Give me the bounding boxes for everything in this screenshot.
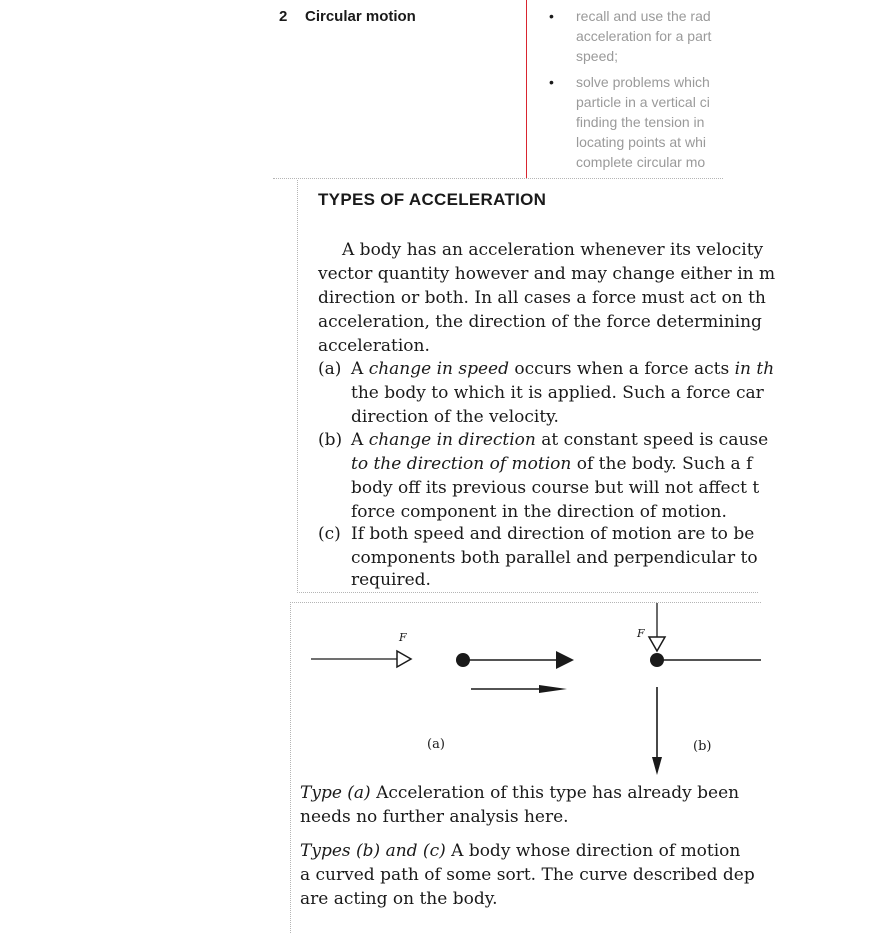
caption-line: Type (a) Acceleration of this type has already been: [300, 783, 740, 803]
objective-line: speed;: [576, 48, 619, 64]
item-marker: (c): [318, 524, 341, 544]
velocity-arrowhead-a: [556, 651, 574, 669]
caption-line: are acting on the body.: [300, 889, 498, 909]
item-line: A change in speed occurs when a force acts in th: [351, 359, 775, 379]
intro-line: A body has an acceleration whenever its velocity: [342, 240, 764, 260]
objective-line: recall and use the rad: [576, 8, 711, 24]
figure-label-b: (b): [693, 739, 712, 754]
item-line: required.: [351, 570, 431, 590]
caption-line: Types (b) and (c) A body whose direction of motion: [300, 841, 741, 861]
topic-number: 2: [279, 8, 288, 25]
caption-line: needs no further analysis here.: [300, 807, 569, 827]
topic-title: Circular motion: [305, 8, 416, 25]
objective-line: solve problems which: [576, 74, 710, 90]
scanned-text-block: [297, 180, 776, 593]
objective-line: finding the tension in: [576, 114, 705, 130]
intro-line: vector quantity however and may change either in m: [318, 264, 776, 284]
objective-line: locating points at whi: [576, 134, 706, 150]
section-heading: TYPES OF ACCELERATION: [318, 190, 547, 209]
open-arrowhead-b: [649, 637, 665, 651]
objective-line: complete circular mo: [576, 154, 706, 170]
objective-bullet: •: [549, 74, 554, 90]
item-marker: (a): [318, 359, 342, 379]
figure-block: [290, 602, 761, 933]
force-label-a: F: [399, 631, 407, 644]
objective-line: particle in a vertical ci: [576, 94, 710, 110]
item-line: If both speed and direction of motion are to be: [351, 524, 755, 544]
caption-line: a curved path of some sort. The curve described dep: [300, 865, 755, 885]
item-line: the body to which it is applied. Such a force car: [351, 383, 764, 403]
intro-line: acceleration, the direction of the force determining: [318, 312, 762, 332]
figure-label-a: (a): [427, 737, 445, 752]
intro-line: acceleration.: [318, 336, 430, 356]
item-marker: (b): [318, 430, 343, 450]
acceleration-arrowhead-b: [652, 757, 662, 775]
item-line: force component in the direction of motion.: [351, 502, 727, 522]
item-line: components both parallel and perpendicular to: [351, 548, 758, 568]
item-line: A change in direction at constant speed is cause: [351, 430, 769, 450]
column-divider: [526, 0, 527, 178]
item-line: to the direction of motion of the body. Such a f: [351, 454, 753, 474]
table-bottom-rule: [273, 178, 723, 179]
force-label-b: F: [637, 627, 645, 640]
acceleration-arrowhead-a: [539, 685, 567, 693]
objective-bullet: •: [549, 8, 554, 24]
intro-line: direction or both. In all cases a force must act on th: [318, 288, 766, 308]
open-arrowhead-a: [397, 651, 411, 667]
item-line: body off its previous course but will not affect t: [351, 478, 760, 498]
item-line: direction of the velocity.: [351, 407, 559, 427]
objective-line: acceleration for a part: [576, 28, 712, 44]
